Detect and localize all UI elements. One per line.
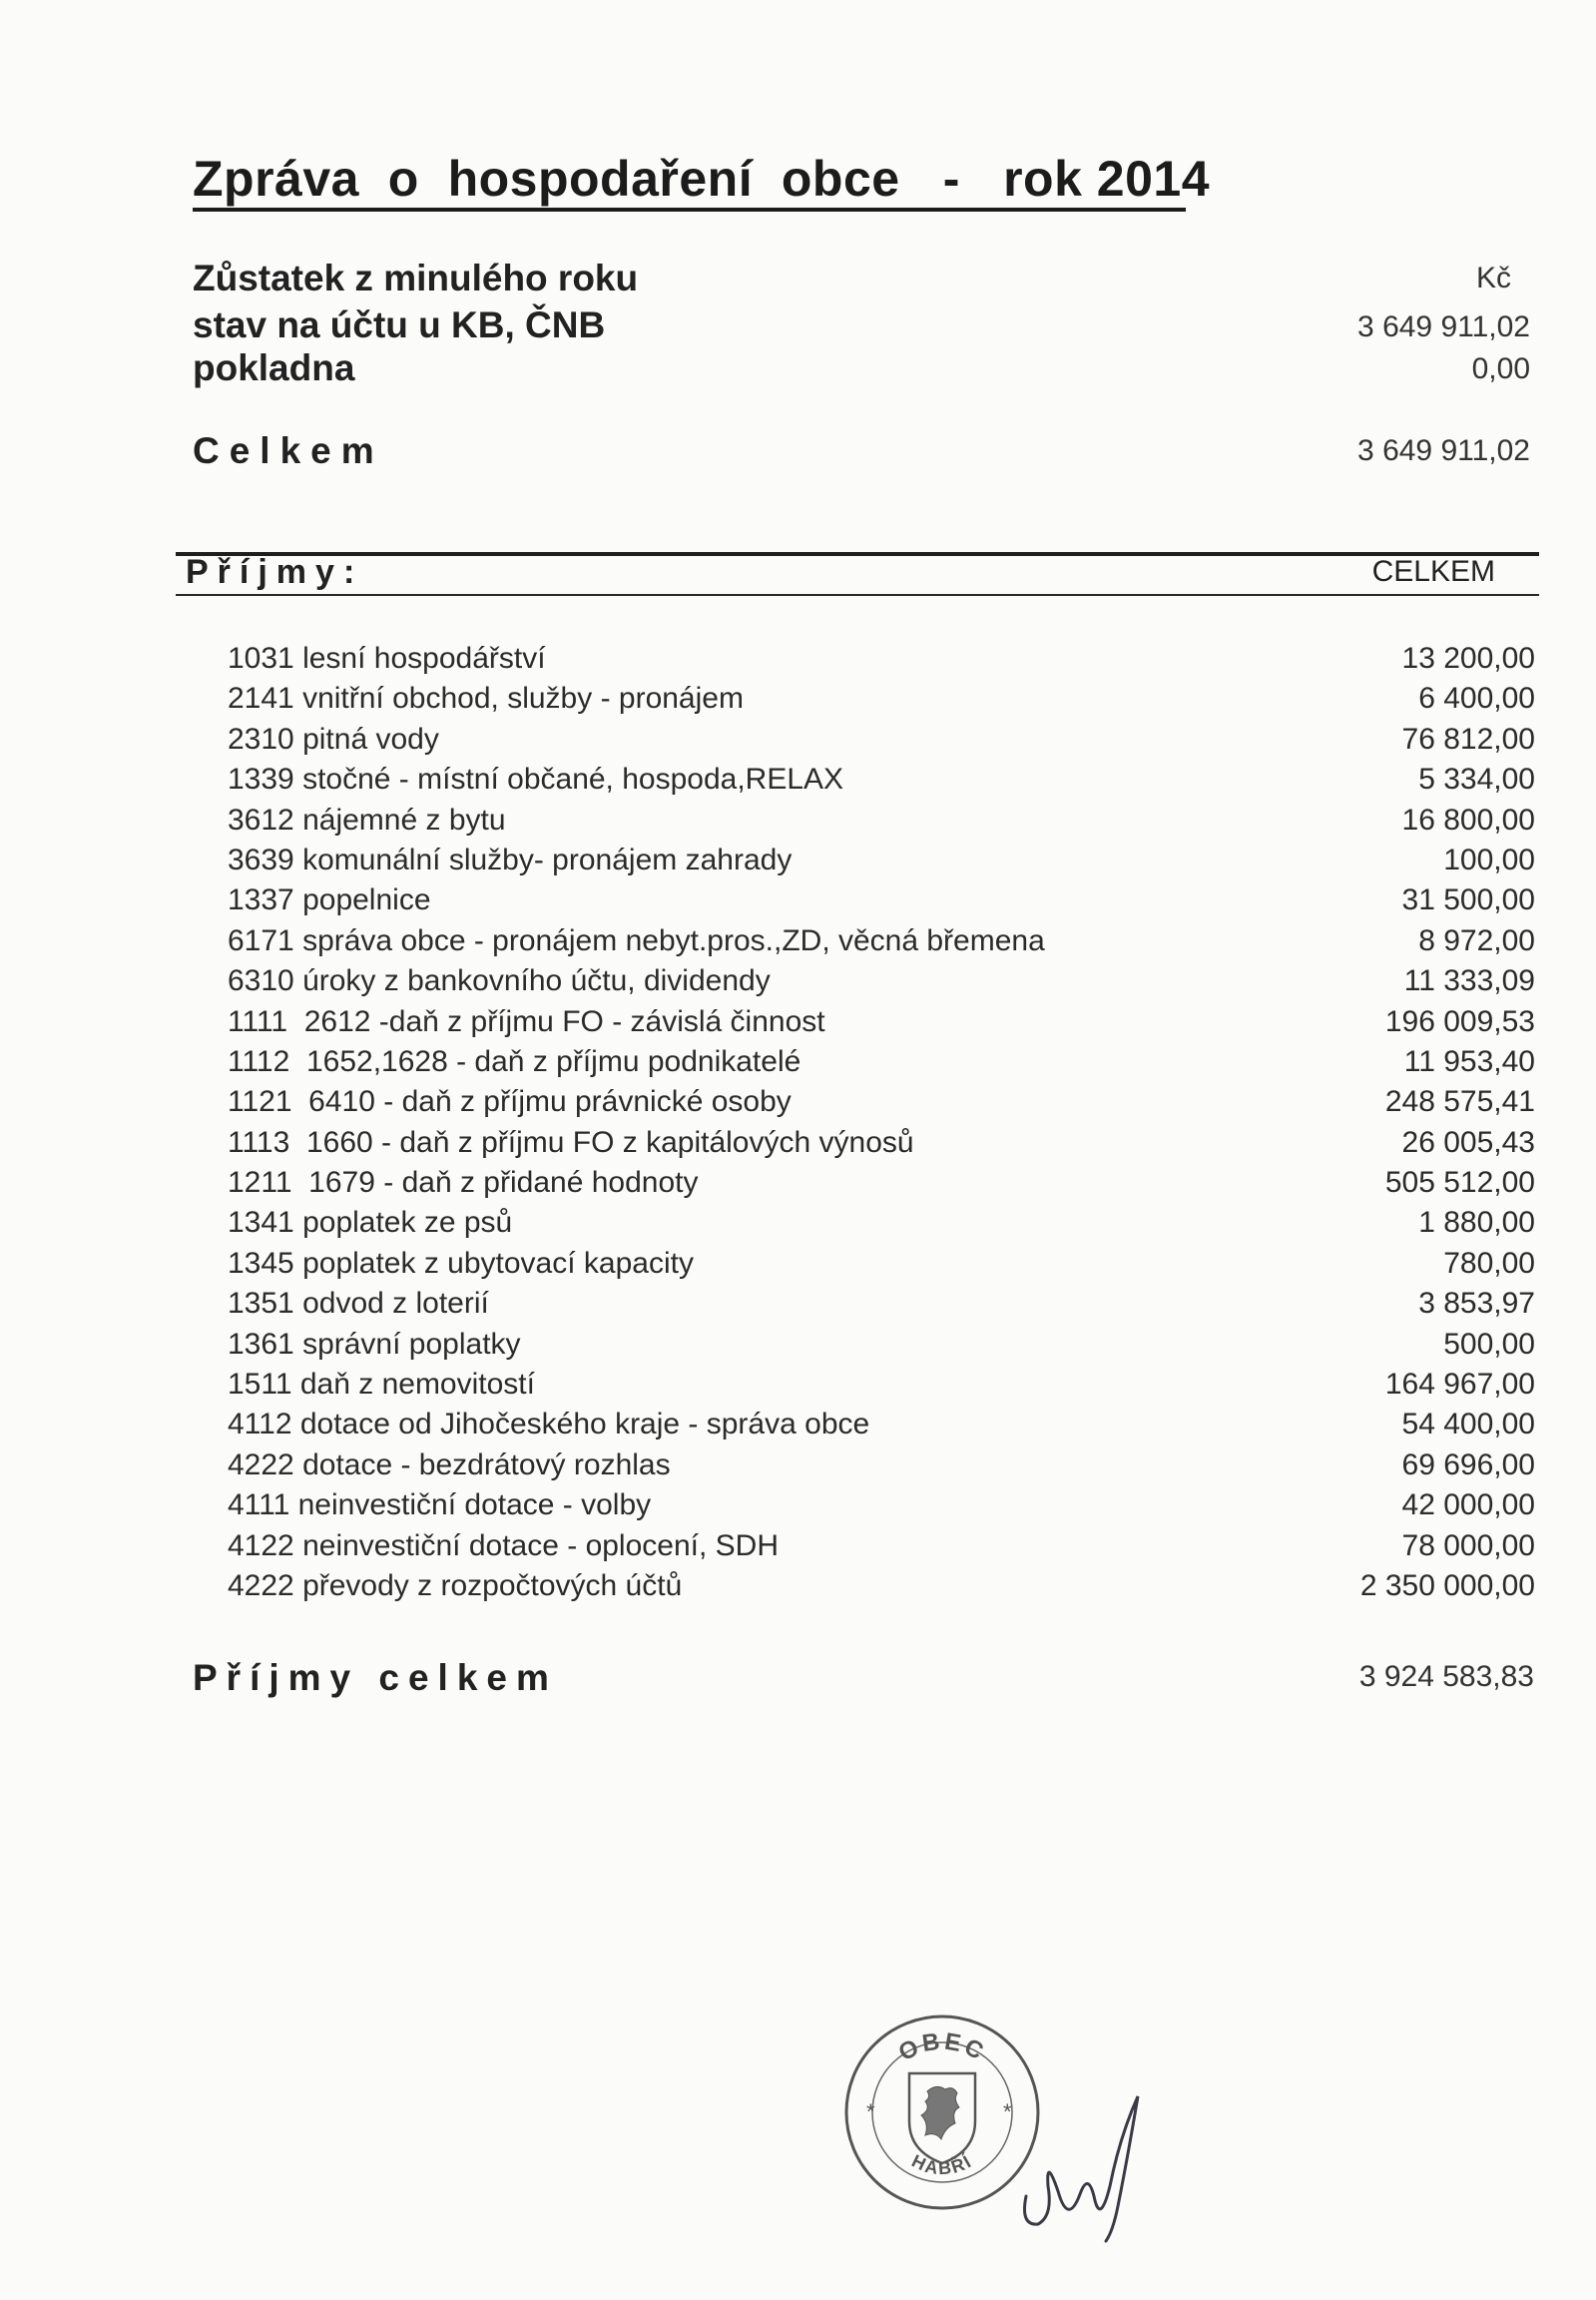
stamp-star-icon: * [1003,2099,1012,2124]
balance-heading: Zůstatek z minulého roku [193,258,639,298]
income-row: 1211 1679 - daň z přidané hodnoty 505 512,00 [228,1166,1535,1200]
income-row: 1361 správní poplatky 500,00 [228,1327,1535,1361]
income-title: Příjmy: [186,553,364,591]
income-row: 1111 2612 -daň z příjmu FO - závislá činnost 196 009,53 [228,1004,1535,1038]
income-row: 4112 dotace od Jihočeského kraje - správa obce 54 400,00 [228,1408,1535,1441]
balance-total-value: 3 649 911,02 [1357,434,1530,467]
income-total-value: 3 924 583,83 [1358,1660,1534,1693]
municipal-stamp [841,2012,1043,2213]
balance-cash-value: 0,00 [1471,352,1530,385]
income-list [228,639,1535,1606]
lion-icon [921,2086,959,2139]
income-row: 4111 neinvestiční dotace - volby 42 000,00 [228,1488,1535,1522]
income-rule-bottom [176,594,1539,596]
income-row: 1121 6410 - daň z příjmu právnické osoby 248 575,41 [228,1085,1535,1119]
income-row: 1345 poplatek z ubytovací kapacity 780,00 [228,1246,1535,1280]
currency-label: Kč [1475,262,1511,294]
income-total-label: Příjmy celkem [193,1657,558,1698]
income-row: 4222 převody z rozpočtových účtů 2 350 000,00 [228,1568,1535,1602]
stamp-star-icon: * [866,2099,875,2124]
page-title: Zpráva o hospodaření obce - rok 2014 [193,151,1211,207]
signature-mark [1018,2076,1148,2246]
income-row: 6171 správa obce - pronájem nebyt.pros.,ZD, věcná břemena 8 972,00 [228,923,1535,957]
income-row: 1112 1652,1628 - daň z příjmu podnikatelé 11 953,40 [228,1044,1535,1078]
stamp-bottom-text: HABŘÍ [908,2150,976,2179]
income-column-header: CELKEM [1371,555,1495,588]
income-rule-top [176,552,1539,556]
income-row: 1351 odvod z loterií 3 853,97 [228,1287,1535,1321]
income-row: 3612 nájemné z bytu 16 800,00 [228,803,1535,837]
balance-cash-label: pokladna [193,347,355,388]
income-row: 4122 neinvestiční dotace - oplocení, SDH 78 000,00 [228,1528,1535,1562]
stamp-top-text: OBEC [894,2027,991,2067]
income-row: 4222 dotace - bezdrátový rozhlas 69 696,00 [228,1447,1535,1481]
income-row: 1113 1660 - daň z příjmu FO z kapitálových výnosů 26 005,43 [228,1125,1535,1159]
income-row: 2310 pitná vody 76 812,00 [228,722,1535,756]
balance-account-value: 3 649 911,02 [1357,310,1530,343]
income-row: 1341 poplatek ze psů 1 880,00 [228,1206,1535,1240]
income-row: 1511 daň z nemovitostí 164 967,00 [228,1368,1535,1402]
income-row: 6310 úroky z bankovního účtu, dividendy 11 333,09 [228,964,1535,998]
income-row: 3639 komunální služby- pronájem zahrady 100,00 [228,843,1535,876]
income-row: 1339 stočné - místní občané, hospoda,RELAX 5 334,00 [228,763,1535,797]
income-row: 1031 lesní hospodářství 13 200,00 [228,642,1535,675]
title-underline [193,208,1186,212]
income-row: 2141 vnitřní obchod, služby - pronájem 6 400,00 [228,682,1535,716]
balance-account-label: stav na účtu u KB, ČNB [193,304,606,345]
balance-total-label: Celkem [193,430,384,471]
income-row: 1337 popelnice 31 500,00 [228,883,1535,917]
